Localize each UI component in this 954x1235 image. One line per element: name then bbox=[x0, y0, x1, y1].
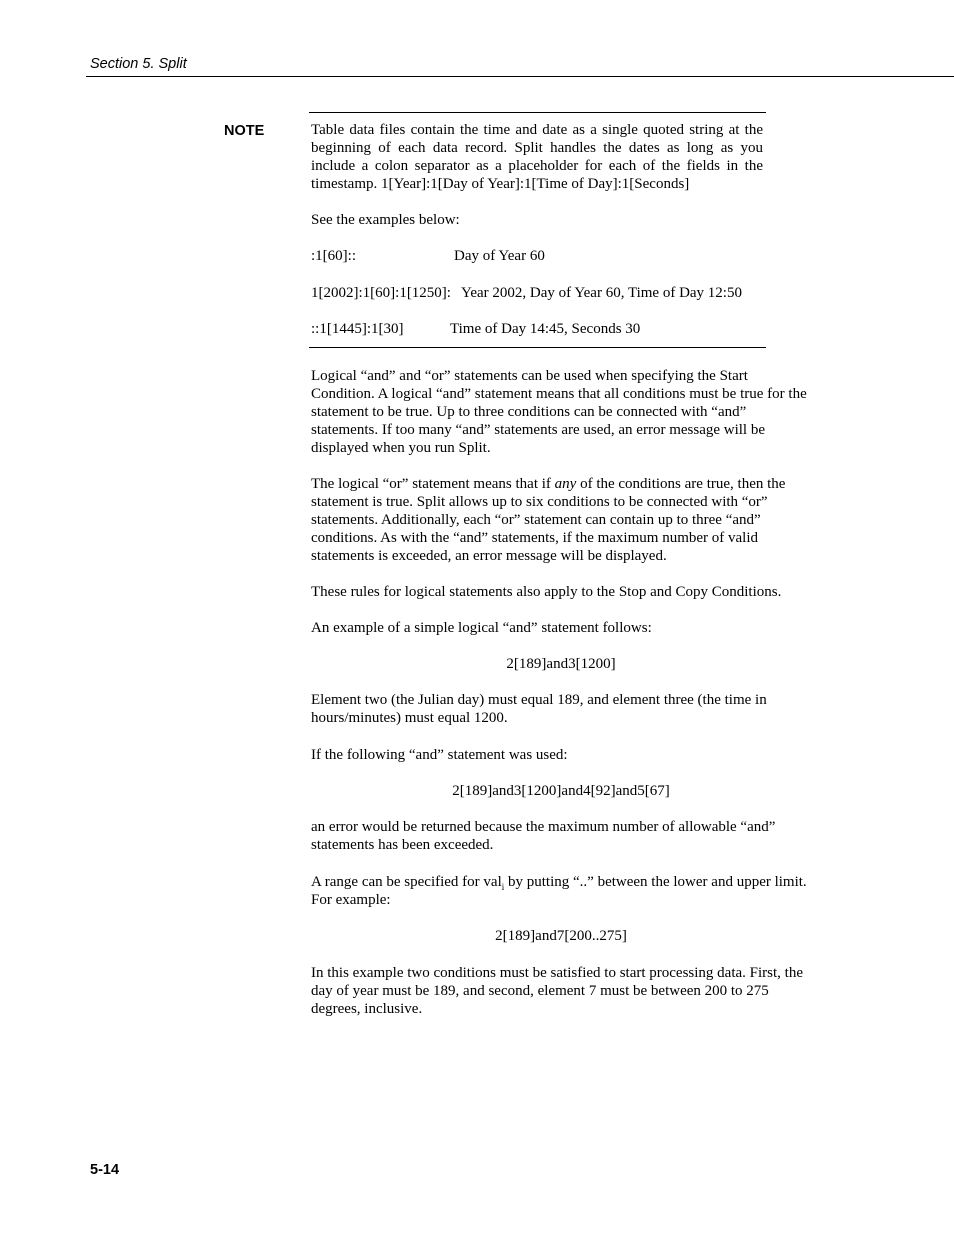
paragraph-error-returned: an error would be returned because the maximum number of allowable “and” statements has been exceeded. bbox=[311, 819, 776, 853]
example-description: Day of Year 60 bbox=[454, 248, 545, 264]
paragraph-text: The logical “or” statement means that if bbox=[311, 476, 555, 492]
example-statement: 2[189]and3[1200]and4[92]and5[67] bbox=[452, 783, 670, 799]
note-example-row bbox=[311, 247, 763, 265]
paragraph-following-statement: If the following “and” statement was used: bbox=[311, 747, 568, 763]
note-bottom-rule bbox=[309, 347, 766, 348]
header-rule bbox=[86, 76, 954, 77]
paragraph-example-explanation: In this example two conditions must be satisfied to start processing data. First, the day of year must be 189, and second, element 7 must be between 200 to 275 degrees, inclusive. bbox=[311, 965, 804, 1017]
note-example-row bbox=[311, 320, 763, 338]
emphasis-text: any bbox=[554, 476, 577, 492]
paragraph-text: by putting “..” between the lower and upper limit. For example: bbox=[311, 874, 807, 908]
subscript-text: i bbox=[501, 882, 505, 892]
example-statement: 2[189]and7[200..275] bbox=[495, 928, 627, 944]
paragraph-text: of the conditions are true, then the statement is true. Split allows up to six conditions to be connected with “or” statements. Additionally, each “or” statement can contain up to three “and” conditions. As with the “and” statements, if the maximum number of valid statements is exceeded, an error message will be displayed. bbox=[311, 476, 786, 564]
running-header: Section 5. Split bbox=[90, 56, 187, 72]
example-description: Year 2002, Day of Year 60, Time of Day 12:50 bbox=[461, 285, 742, 301]
example-code: :1[60]:: bbox=[311, 248, 356, 264]
note-label: NOTE bbox=[224, 123, 265, 139]
note-example-row bbox=[311, 284, 763, 302]
example-statement: 2[189]and3[1200] bbox=[506, 656, 616, 672]
paragraph-element-explanation: Element two (the Julian day) must equal 189, and element three (the time in hours/minutes) must equal 1200. bbox=[311, 692, 767, 726]
example-description: Time of Day 14:45, Seconds 30 bbox=[450, 321, 641, 337]
paragraph-logical-or bbox=[311, 475, 811, 565]
paragraph-logical-and: Logical “and” and “or” statements can be used when specifying the Start Condition. A logical “and” statement means that all conditions must be true for the statement to be true. Up to three conditions can be connected with “and” statements. If too many “and” statements are used, an error message will be displayed when you run Split. bbox=[311, 368, 807, 456]
paragraph-text: A range can be specified for val bbox=[311, 874, 502, 890]
note-top-rule bbox=[309, 112, 766, 113]
paragraph-range bbox=[311, 873, 811, 909]
body-text bbox=[311, 367, 811, 1018]
example-code: 1[2002]:1[60]:1[1250]: bbox=[311, 285, 451, 301]
note-box bbox=[311, 121, 763, 338]
page-number: 5-14 bbox=[90, 1162, 120, 1178]
example-code: ::1[1445]:1[30] bbox=[311, 321, 404, 337]
paragraph-example-intro: An example of a simple logical “and” statement follows: bbox=[311, 620, 652, 636]
note-see-examples: See the examples below: bbox=[311, 212, 460, 228]
note-intro: Table data files contain the time and date as a single quoted string at the beginning of each data record. Split handles the dates as long as you include a colon separator as a placeholder for each of the fields in the timestamp. 1[Year]:1[Day of Year]:1[Time of Day]:1[Seconds] bbox=[311, 122, 763, 192]
paragraph-rules-apply: These rules for logical statements also apply to the Stop and Copy Conditions. bbox=[311, 584, 782, 600]
